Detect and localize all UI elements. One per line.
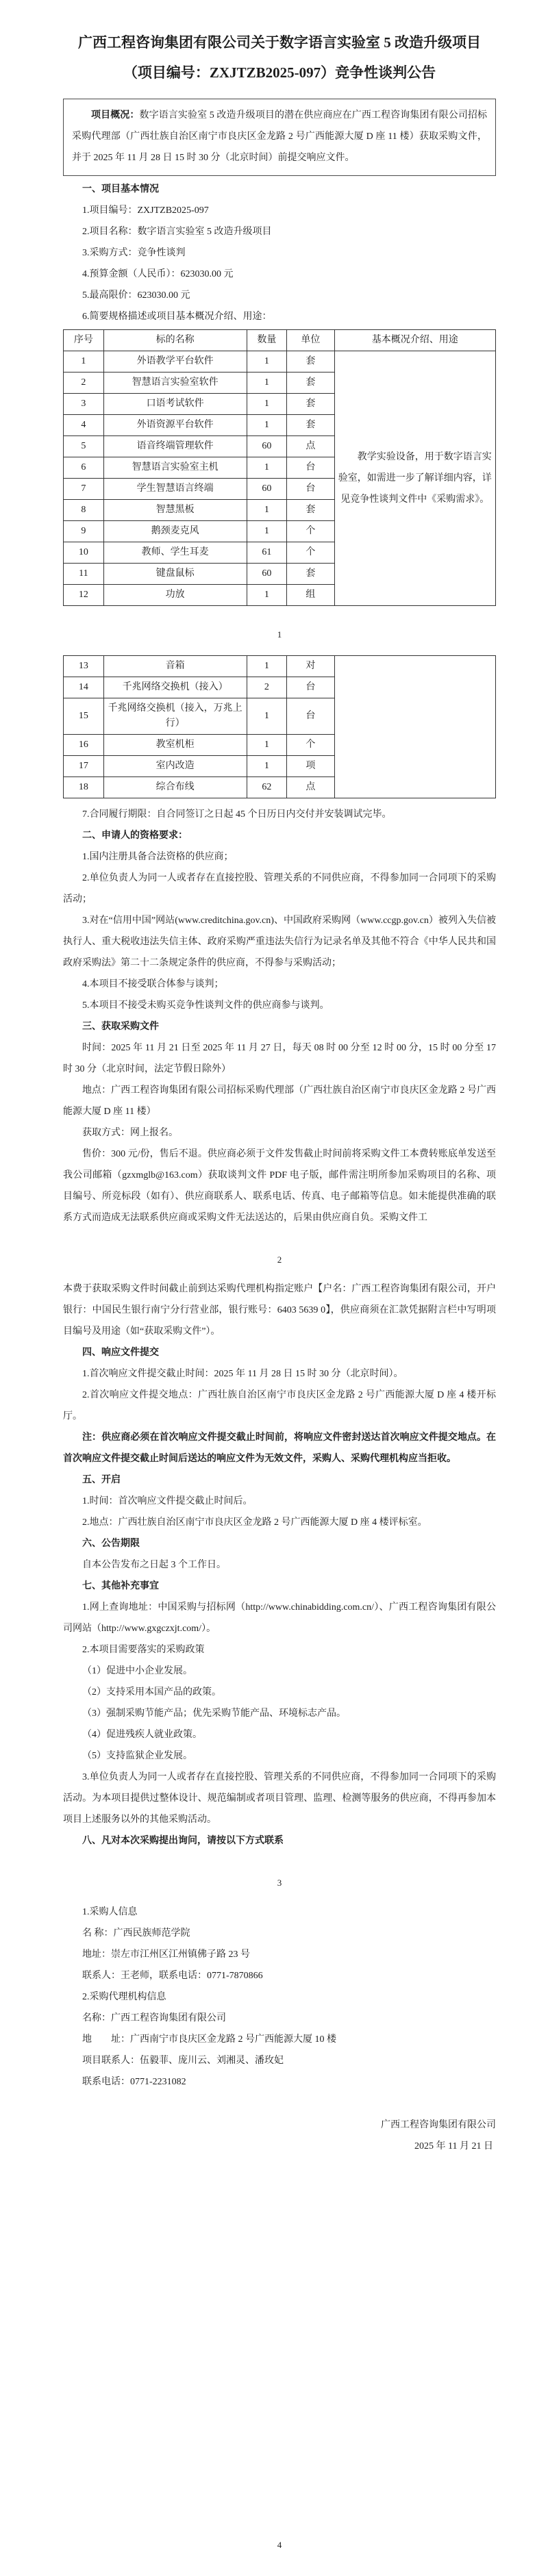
title-line-2: （项目编号：ZXJTZB2025-097）竞争性谈判公告 (123, 64, 436, 81)
agency-contacts: 项目联系人：伍毅菲、庞川云、刘湘灵、潘玫妃 (82, 2056, 284, 2066)
goods-table-part-2 (63, 655, 496, 798)
qualification-item: 5.本项目不接受未购买竞争性谈判文件的供应商参与谈判。 (82, 1000, 329, 1011)
goods-table-cell: 1 (247, 351, 287, 372)
header-seq: 序号 (64, 330, 104, 351)
project-overview-box (63, 99, 496, 176)
goods-table-cell: 1 (247, 415, 287, 436)
opening-place: 2.地点：广西壮族自治区南宁市良庆区金龙路 2 号广西能源大厦 D 座 4 楼评标室。 (82, 1517, 427, 1528)
goods-table-cell: 个 (287, 735, 334, 756)
buyer-info-label: 1.采购人信息 (82, 1907, 138, 1917)
goods-table-cell: 台 (287, 457, 334, 479)
section-4-heading: 四、响应文件提交 (82, 1348, 159, 1358)
goods-table-cell: 1 (247, 500, 287, 521)
goods-table-cell: 60 (247, 436, 287, 457)
header-item-name: 标的名称 (103, 330, 247, 351)
title-line-1: 广西工程咨询集团有限公司关于数字语言实验室 5 改造升级项目 (78, 34, 481, 51)
response-place: 2.首次响应文件提交地点：广西壮族自治区南宁市良庆区金龙路 2 号广西能源大厦 D 座 4 楼开标厅。 (63, 1390, 496, 1422)
spec-description-label: 6.简要规格描述或项目基本概况介绍、用途： (82, 312, 272, 322)
goods-table-cell: 套 (287, 415, 334, 436)
goods-table-cell: 套 (287, 351, 334, 372)
qualification-item: 1.国内注册具备合法资格的供应商； (82, 852, 234, 862)
goods-table-cell: 8 (64, 500, 104, 521)
goods-table-cell: 2 (247, 677, 287, 698)
header-unit: 单位 (287, 330, 334, 351)
section-8-heading: 八、凡对本次采购提出询问，请按以下方式联系 (82, 1836, 284, 1846)
project-number: 1.项目编号：ZXJTZB2025-097 (82, 205, 209, 216)
goods-table-cell: 1 (247, 698, 287, 735)
goods-table-cell: 2 (64, 372, 104, 394)
goods-table-row (64, 656, 496, 677)
goods-table-cell: 9 (64, 521, 104, 542)
goods-table-cell: 个 (287, 521, 334, 542)
online-query-address: 1.网上查询地址：中国采购与招标网（http://www.chinabidding.com.cn/）、广西工程咨询集团有限公司网站（http://www.gxgczxjt.com/）。 (63, 1602, 496, 1634)
goods-table-cell: 1 (247, 394, 287, 415)
goods-table-cell: 4 (64, 415, 104, 436)
goods-table-cell: 千兆网络交换机（接入） (103, 677, 247, 698)
document-title (63, 27, 496, 88)
goods-table-cell: 室内改造 (103, 756, 247, 777)
policy-item: （4）促进残疾人就业政策。 (82, 1730, 202, 1740)
document-price-paragraph-continued: 本费于获取采购文件时间截止前到达采购代理机构指定账户【户名：广西工程咨询集团有限公司，开户银行：中国民生银行南宁分行营业部，银行账号：6403 5639 0】，供应商须在汇款凭据附言栏中写明项目编号及用途（如“获取采购文件”）。 (63, 1284, 496, 1337)
goods-table-cell: 套 (287, 394, 334, 415)
goods-table-cell: 12 (64, 585, 104, 606)
agency-info-label: 2.采购代理机构信息 (82, 1992, 166, 2002)
goods-table-cell: 点 (287, 777, 334, 798)
goods-table-cell: 个 (287, 542, 334, 564)
goods-table-row (64, 351, 496, 372)
goods-table-cell: 1 (64, 351, 104, 372)
goods-table-cell: 学生智慧语言终端 (103, 479, 247, 500)
goods-table-cell: 语音终端管理软件 (103, 436, 247, 457)
goods-table-cell: 点 (287, 436, 334, 457)
goods-table-cell: 1 (247, 735, 287, 756)
goods-table-cell: 套 (287, 372, 334, 394)
goods-table-cell: 外语资源平台软件 (103, 415, 247, 436)
goods-table-cell: 1 (247, 521, 287, 542)
goods-table-note-cell (334, 656, 495, 798)
announcement-period: 自本公告发布之日起 3 个工作日。 (82, 1560, 226, 1570)
goods-table-cell: 外语教学平台软件 (103, 351, 247, 372)
max-price: 5.最高限价：623030.00 元 (82, 290, 190, 301)
agency-address: 地 址：广西南宁市良庆区金龙路 2 号广西能源大厦 10 楼 (82, 2034, 336, 2045)
policy-item: （5）支持监狱企业发展。 (82, 1751, 192, 1761)
goods-table-cell: 音箱 (103, 656, 247, 677)
buyer-name: 名 称：广西民族师范学院 (82, 1928, 190, 1939)
header-overview: 基本概况介绍、用途 (334, 330, 495, 351)
section-7-heading: 七、其他补充事宜 (82, 1581, 159, 1591)
goods-table-cell: 1 (247, 585, 287, 606)
agency-phone: 联系电话：0771-2231082 (82, 2077, 186, 2087)
goods-table-cell: 鹅颈麦克风 (103, 521, 247, 542)
buyer-address: 地址：崇左市江州区江州镇佛子路 23 号 (82, 1949, 250, 1960)
goods-table-cell: 1 (247, 372, 287, 394)
goods-table-cell: 千兆网络交换机（接入，万兆上行） (103, 698, 247, 735)
bottom-whitespace (63, 2157, 496, 2534)
contract-term: 7.合同履行期限：自合同签订之日起 45 个日历日内交付并安装调试完毕。 (82, 809, 392, 820)
goods-table-cell: 3 (64, 394, 104, 415)
goods-table-cell: 1 (247, 457, 287, 479)
goods-table-cell: 教师、学生耳麦 (103, 542, 247, 564)
goods-table-cell: 14 (64, 677, 104, 698)
goods-table-cell: 项 (287, 756, 334, 777)
goods-table-cell: 智慧黑板 (103, 500, 247, 521)
section-3-heading: 三、获取采购文件 (82, 1022, 159, 1032)
section-5-heading: 五、开启 (82, 1475, 121, 1485)
goods-table-header-row (64, 330, 496, 351)
header-quantity: 数量 (247, 330, 287, 351)
goods-table-cell: 台 (287, 677, 334, 698)
goods-table-cell: 组 (287, 585, 334, 606)
goods-table-cell: 15 (64, 698, 104, 735)
goods-table-cell: 套 (287, 500, 334, 521)
policy-item: （1）促进中小企业发展。 (82, 1666, 192, 1676)
project-overview-paragraph (72, 105, 487, 168)
goods-table-cell: 台 (287, 698, 334, 735)
goods-table-note-cell (334, 351, 495, 606)
goods-table-cell: 60 (247, 564, 287, 585)
section-6-heading: 六、公告期限 (82, 1539, 140, 1549)
qualification-item: 4.本项目不接受联合体参与谈判； (82, 979, 224, 989)
goods-table-cell: 智慧语言实验室软件 (103, 372, 247, 394)
goods-table-cell: 对 (287, 656, 334, 677)
document-price-paragraph: 售价：300 元/份，售后不退。供应商必须于文件发售截止时间前将采购文件工本费转账底单发送至我公司邮箱（gzxmglb@163.com）获取谈判文件 PDF 电子版，邮件需注明所参加采购项目的名称、项目编号、所竞标段（如有）、供应商联系人、联系电话、传真、电子邮箱等信息。如未能提供准确的联系方式而造成无法联系供应商或采购文件无法送达的，后果由供应商自负。采购文件工 (63, 1149, 496, 1223)
goods-table-cell: 7 (64, 479, 104, 500)
goods-table-cell: 62 (247, 777, 287, 798)
goods-table-part-1 (63, 329, 496, 606)
goods-table-cell: 功放 (103, 585, 247, 606)
page-number-2: 2 (277, 1254, 282, 1265)
goods-table-cell: 11 (64, 564, 104, 585)
signature-company: 广西工程咨询集团有限公司 (381, 2120, 496, 2130)
page-number-3: 3 (277, 1878, 282, 1888)
goods-table-note-text: 教学实验设备，用于数字语言实验室，如需进一步了解详细内容，详见竞争性谈判文件中《采购需求》。 (338, 452, 492, 505)
page-number-4: 4 (277, 2540, 282, 2550)
response-note: 注：供应商必须在首次响应文件提交截止时间前，将响应文件密封送达首次响应文件提交地点。在首次响应文件提交截止时间后送达的响应文件为无效文件，采购人、采购代理机构应当拒收。 (63, 1432, 496, 1464)
policy-item: （2）支持采用本国产品的政策。 (82, 1687, 221, 1697)
goods-table-cell: 17 (64, 756, 104, 777)
goods-table-cell: 1 (247, 756, 287, 777)
goods-table-cell: 键盘鼠标 (103, 564, 247, 585)
project-overview-label: 项目概况： (91, 110, 140, 121)
goods-table-cell: 口语考试软件 (103, 394, 247, 415)
opening-time: 1.时间：首次响应文件提交截止时间后。 (82, 1496, 253, 1506)
policy-item: （3）强制采购节能产品；优先采购节能产品、环境标志产品。 (82, 1708, 346, 1719)
goods-table-cell: 智慧语言实验室主机 (103, 457, 247, 479)
budget-amount: 4.预算金额（人民币）：623030.00 元 (82, 269, 234, 279)
section-1-heading: 一、项目基本情况 (82, 184, 159, 194)
goods-table-cell: 16 (64, 735, 104, 756)
goods-table-cell: 台 (287, 479, 334, 500)
project-name: 2.项目名称：数字语言实验室 5 改造升级项目 (82, 227, 272, 237)
related-supplier-restriction: 3.单位负责人为同一人或者存在直接控股、管理关系的不同供应商，不得参加同一合同项下的采购活动。为本项目提供过整体设计、规范编制或者项目管理、监理、检测等服务的供应商，不得再参加本项目上述服务以外的其他采购活动。 (63, 1772, 496, 1825)
goods-table-cell: 18 (64, 777, 104, 798)
signature-date: 2025 年 11 月 21 日 (414, 2141, 493, 2151)
document-obtain-method: 获取方式：网上报名。 (82, 1128, 178, 1138)
agency-name: 名称：广西工程咨询集团有限公司 (82, 2013, 226, 2023)
document-obtain-time: 时间：2025 年 11 月 21 日至 2025 年 11 月 27 日，每天 08 时 00 分至 12 时 00 分，15 时 00 分至 17 时 30 分（北京时间，法定节假日除外） (63, 1043, 496, 1074)
qualification-item: 2.单位负责人为同一人或者存在直接控股、管理关系的不同供应商，不得参加同一合同项下的采购活动； (63, 873, 496, 905)
page-number-1: 1 (277, 629, 282, 640)
goods-table-cell: 10 (64, 542, 104, 564)
procurement-method: 3.采购方式：竞争性谈判 (82, 248, 186, 258)
goods-table-cell: 5 (64, 436, 104, 457)
goods-table-cell: 13 (64, 656, 104, 677)
goods-table-cell: 套 (287, 564, 334, 585)
project-overview-text: 数字语言实验室 5 改造升级项目的潜在供应商应在广西工程咨询集团有限公司招标采购代理部（广西壮族自治区南宁市良庆区金龙路 2 号广西能源大厦 D 座 11 楼）获取采购文件，并于 2025 年 11 月 28 日 15 时 30 分（北京时间）前提交响应文件。 (72, 110, 488, 163)
goods-table-cell: 6 (64, 457, 104, 479)
goods-table-cell: 1 (247, 656, 287, 677)
response-deadline: 1.首次响应文件提交截止时间：2025 年 11 月 28 日 15 时 30 分（北京时间）。 (82, 1369, 403, 1379)
procurement-policy-label: 2.本项目需要落实的采购政策 (82, 1645, 205, 1655)
section-2-heading: 二、申请人的资格要求： (82, 831, 188, 841)
qualification-item: 3.对在“信用中国”网站(www.creditchina.gov.cn)、中国政府采购网（www.ccgp.gov.cn）被列入失信被执行人、重大税收违法失信主体、政府采购严重违法失信行为记录名单及其他不符合《中华人民共和国政府采购法》第二十二条规定条件的供应商，不得参与采购活动； (63, 916, 496, 968)
goods-table-cell: 综合布线 (103, 777, 247, 798)
signature-block (63, 2114, 496, 2157)
goods-table-cell: 61 (247, 542, 287, 564)
buyer-contact: 联系人：王老师，联系电话：0771-7870866 (82, 1971, 263, 1981)
document-obtain-place: 地点：广西工程咨询集团有限公司招标采购代理部（广西壮族自治区南宁市良庆区金龙路 2 号广西能源大厦 D 座 11 楼） (63, 1085, 496, 1117)
goods-table-cell: 教室机柜 (103, 735, 247, 756)
goods-table-cell: 60 (247, 479, 287, 500)
